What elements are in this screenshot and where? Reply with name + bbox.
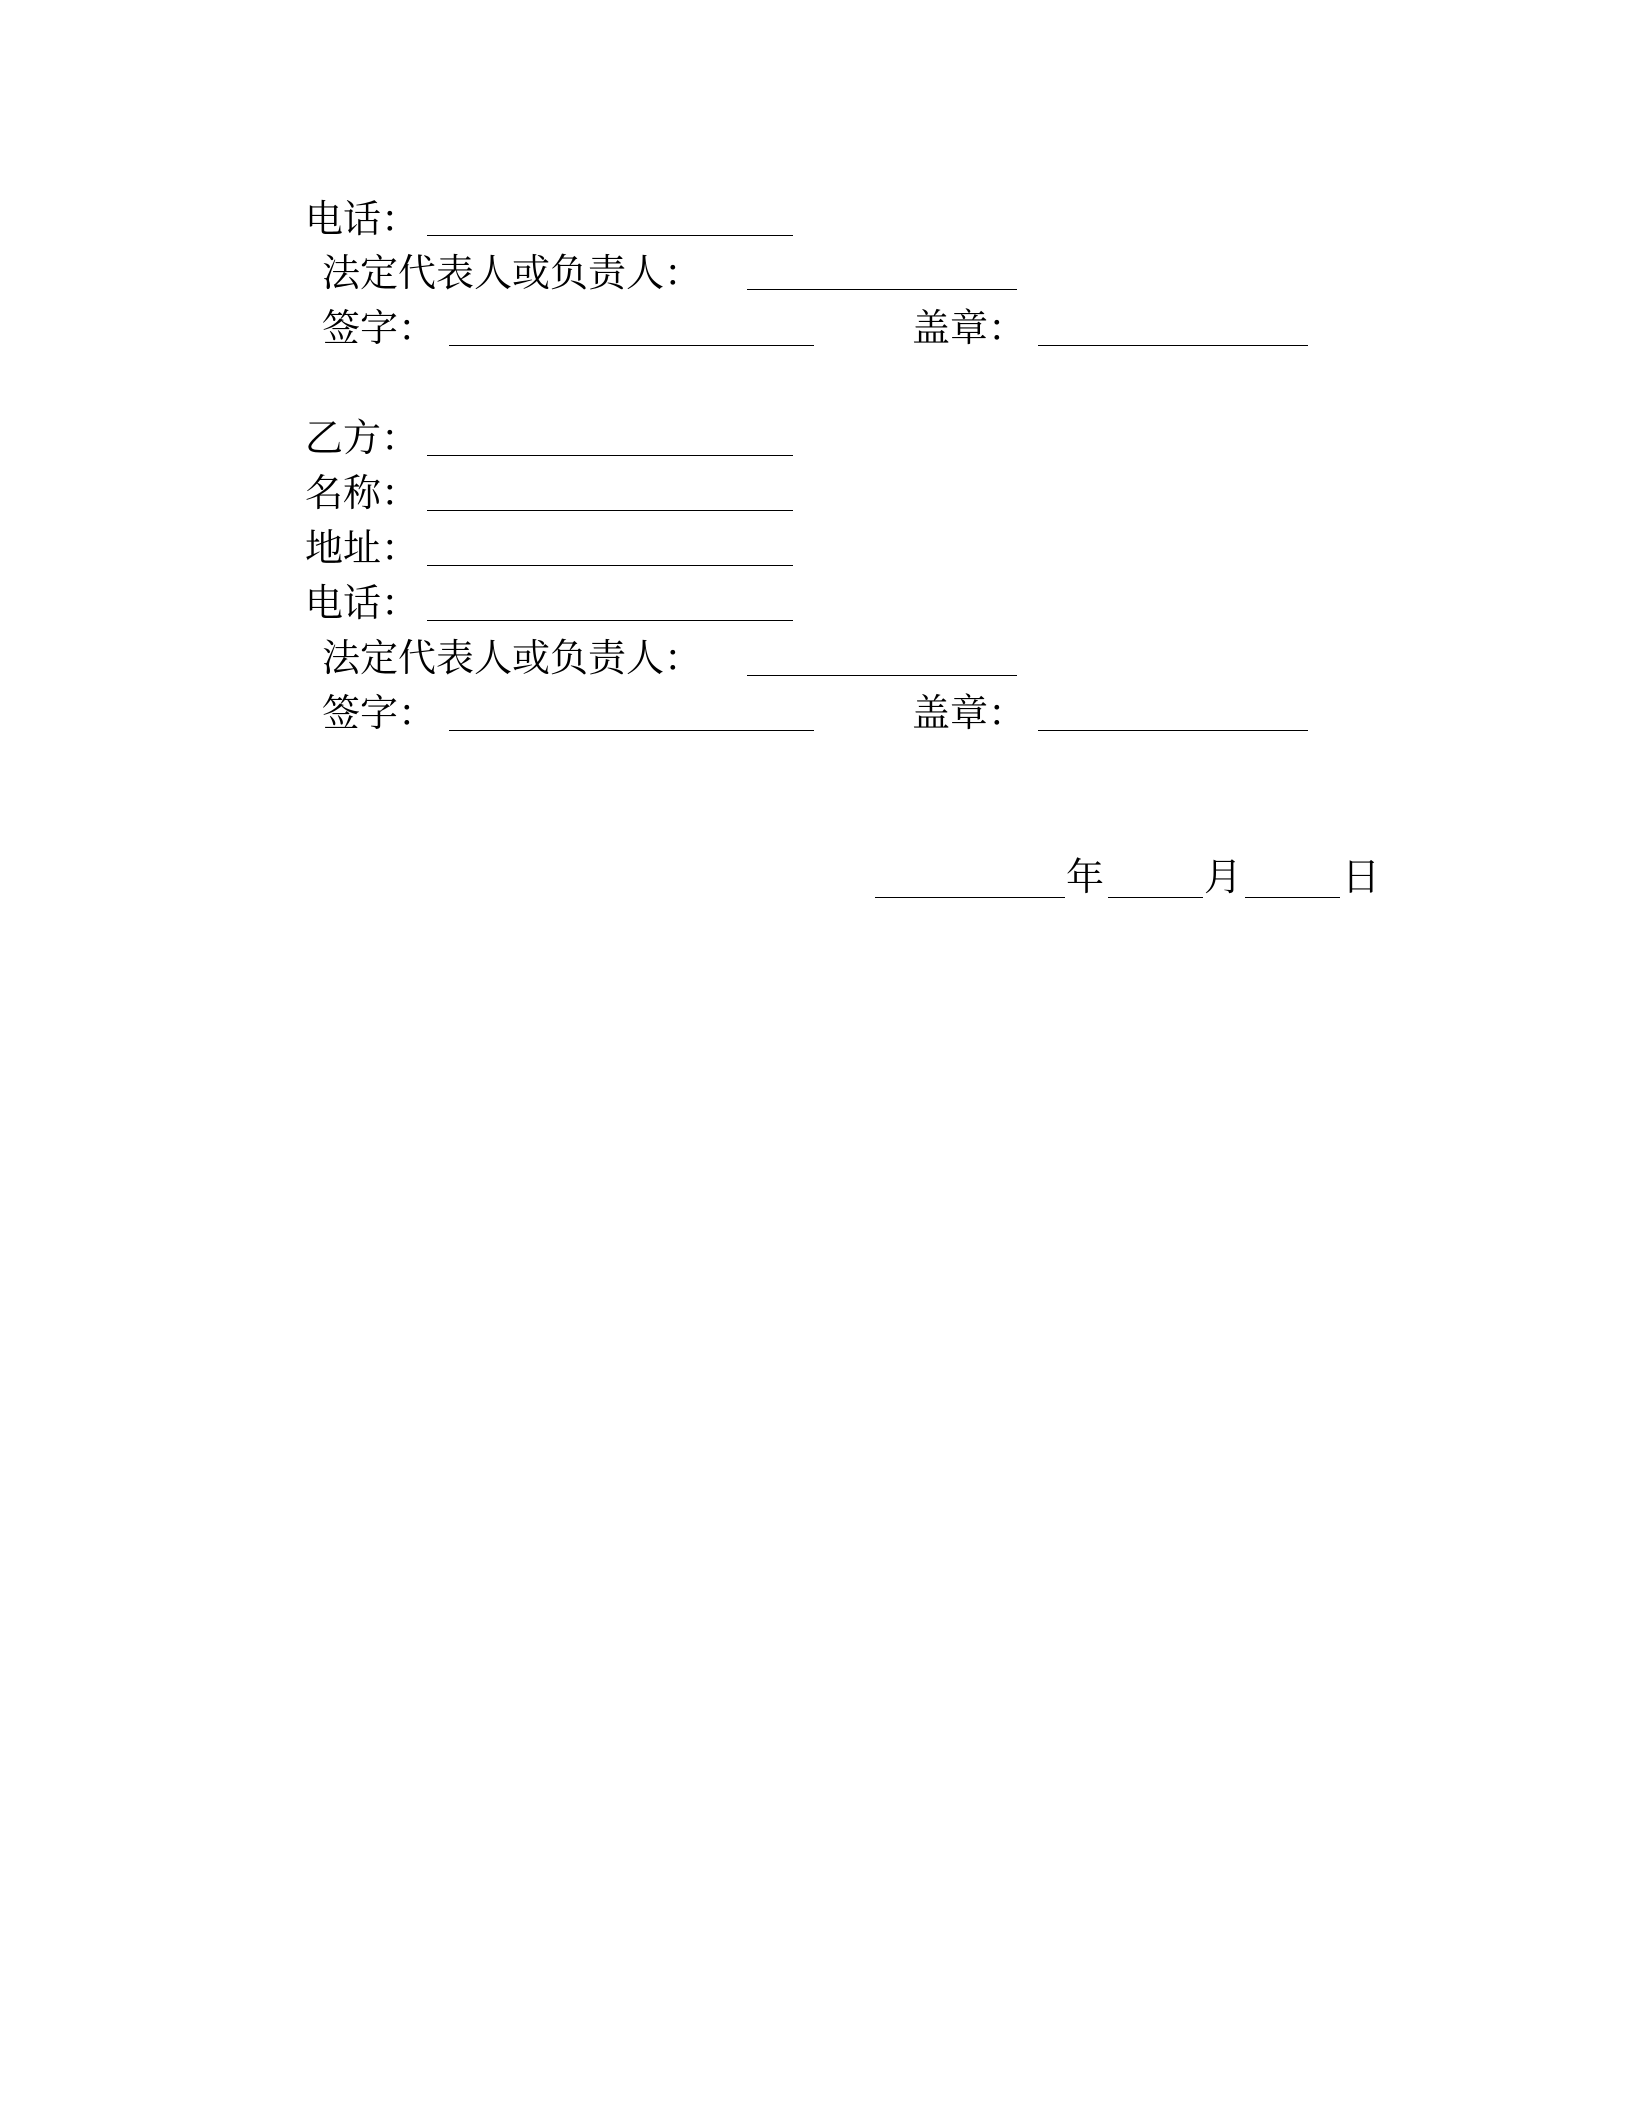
party-b-row: [305, 413, 419, 463]
party-a-sign-row: [322, 303, 436, 353]
date-day-label: 日: [1342, 855, 1381, 899]
party-a-phone-label: 电话：: [305, 197, 420, 241]
party-b-seal-row: [912, 688, 1026, 738]
party-a-phone-blank[interactable]: [427, 235, 793, 236]
party-b-phone-row: [305, 578, 419, 628]
party-b-address-row: [305, 523, 419, 573]
party-a-phone-row: [305, 194, 419, 244]
date-month-blank[interactable]: [1108, 897, 1203, 898]
party-a-rep-blank[interactable]: [747, 289, 1017, 290]
date-day-row: [1342, 852, 1380, 902]
party-b-sign-label: 签字：: [322, 691, 437, 735]
date-month-row: [1204, 852, 1242, 902]
party-b-name-blank[interactable]: [427, 510, 793, 511]
party-a-rep-label: 法定代表人或负责人：: [322, 251, 703, 295]
date-day-blank[interactable]: [1245, 897, 1340, 898]
party-a-sign-blank[interactable]: [449, 345, 814, 346]
party-b-address-label: 地址：: [305, 526, 420, 570]
party-a-rep-row: [322, 248, 702, 298]
party-a-seal-blank[interactable]: [1038, 345, 1308, 346]
party-a-seal-label: 盖章：: [912, 306, 1027, 350]
party-b-blank[interactable]: [427, 455, 793, 456]
party-b-address-blank[interactable]: [427, 565, 793, 566]
party-b-seal-blank[interactable]: [1038, 730, 1308, 731]
party-b-phone-label: 电话：: [305, 581, 420, 625]
party-b-rep-row: [322, 633, 702, 683]
date-year-label: 年: [1066, 855, 1105, 899]
party-b-sign-blank[interactable]: [449, 730, 814, 731]
party-b-rep-label: 法定代表人或负责人：: [322, 636, 703, 680]
party-b-rep-blank[interactable]: [747, 675, 1017, 676]
date-year-blank[interactable]: [875, 897, 1065, 898]
party-a-seal-row: [912, 303, 1026, 353]
party-b-name-label: 名称：: [305, 471, 420, 515]
party-b-phone-blank[interactable]: [427, 620, 793, 621]
party-b-seal-label: 盖章：: [912, 691, 1027, 735]
party-b-name-row: [305, 468, 419, 518]
party-a-sign-label: 签字：: [322, 306, 437, 350]
party-b-sign-row: [322, 688, 436, 738]
date-year-row: [1066, 852, 1104, 902]
party-b-label: 乙方：: [305, 416, 420, 460]
date-month-label: 月: [1204, 855, 1243, 899]
